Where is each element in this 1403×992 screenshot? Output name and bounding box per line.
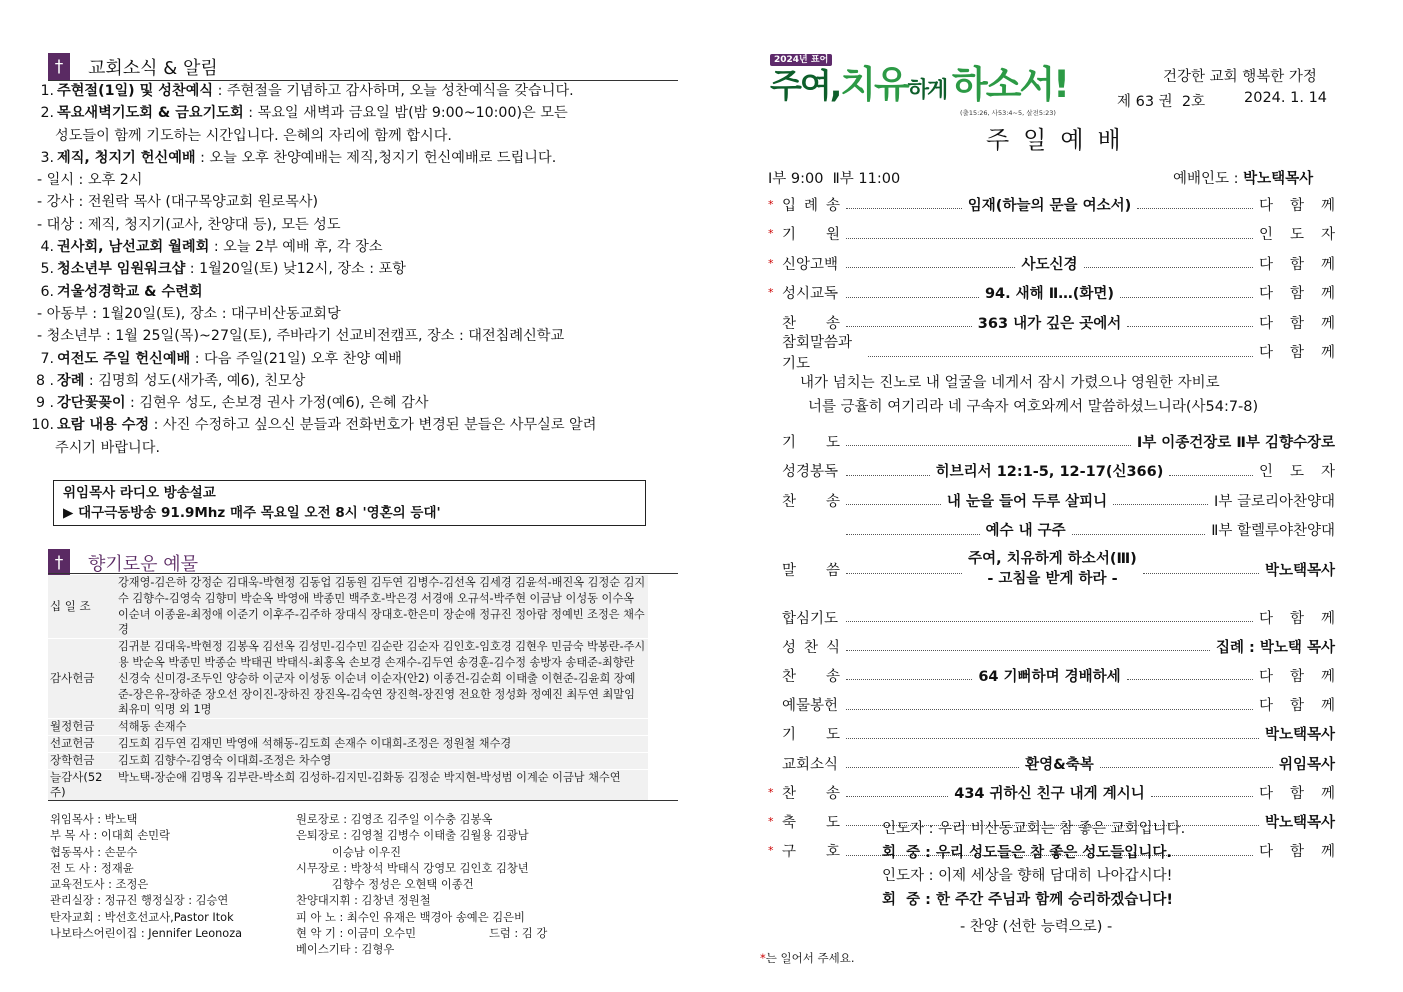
verse-line: 내가 넘치는 진노로 내 얼굴을 네게서 잠시 가렸으나 영원한 자비로 [800, 375, 1220, 391]
performer-char: 께 [1320, 698, 1335, 715]
order-label: 참회말씀과기도 [782, 334, 853, 372]
performer-char: 함 [1289, 345, 1304, 361]
label-char: 례 [803, 197, 818, 214]
performer-char: 께 [1320, 785, 1335, 802]
dot-leader [1143, 564, 1259, 574]
news-number: 8 . [35, 372, 54, 389]
order-performer [1259, 341, 1335, 362]
dot-leader [846, 612, 1253, 622]
label-char: 기 [782, 727, 797, 744]
staff-line: 피 아 노 : 최수인 유재은 백경아 송예은 김은비 [296, 910, 525, 924]
staff-line: 은퇴장로 : 김영철 김병수 이태출 김월용 김광남 [296, 829, 529, 843]
offer-title: 향기로운 예물 [88, 554, 199, 575]
sermon-row [768, 547, 1335, 591]
dot-leader [846, 288, 979, 298]
label-char: 입 [782, 197, 797, 214]
news-item [24, 191, 684, 213]
news-number: 9 . [35, 395, 54, 412]
order-performer: 박노택목사 [1264, 814, 1335, 831]
label-char: 기 [782, 434, 797, 451]
news-text: 제직, 청지기 헌신예배 : 오늘 오후 찬양예배는 제직,청지기 헌신예배로 드립니다. [57, 149, 557, 166]
label-char: 송 [825, 197, 840, 214]
label-char: 말 [782, 562, 797, 579]
order-row [768, 603, 1335, 631]
performer-char: 함 [1289, 256, 1304, 273]
news-number: 7. [40, 350, 54, 367]
performer-char: 함 [1289, 286, 1304, 302]
response-line [882, 842, 1185, 866]
motto-text: 주여,치유하게 하소서! [770, 63, 1069, 106]
star-icon: * [768, 286, 774, 299]
order-row [768, 778, 1335, 806]
dot-leader [846, 317, 972, 327]
offering-names: 김도희 김향수-김영숙 이대희-조정은 차수영 [118, 753, 332, 767]
label-char: 도 [825, 434, 840, 451]
dot-leader [1127, 317, 1253, 327]
response-text: 한 주간 주님과 함께 승리하겠습니다! [936, 891, 1173, 908]
response-text: 우리 비산동교회는 참 좋은 교회입니다. [938, 821, 1186, 837]
news-item [24, 392, 684, 414]
order-label [782, 223, 840, 244]
performer-char: 인 [1259, 464, 1274, 480]
order-performer [1259, 607, 1335, 628]
performer-char: 께 [1320, 286, 1335, 302]
dot-leader [846, 700, 1253, 710]
performer-char: 함 [1289, 315, 1304, 332]
star-icon: * [768, 197, 774, 211]
order-row [768, 661, 1335, 689]
news-subitem: - 청소년부 : 1월 25일(목)~27일(토), 주바라기 선교비전캠프, 장소 : 대전침례신학교 [37, 328, 565, 345]
worship-leader: 예배인도 : 박노택목사 [1173, 171, 1314, 187]
news-subitem: - 대상 : 제직, 청지기(교사, 찬양대 등), 모든 성도 [37, 216, 341, 233]
performer-char: 께 [1320, 668, 1335, 685]
performer-char: 함 [1289, 610, 1304, 627]
order-row [768, 457, 1335, 485]
performer-char: 다 [1259, 197, 1274, 214]
order-performer: Ⅱ부 할렐루야찬양대 [1211, 523, 1336, 539]
order-performer [1259, 282, 1335, 303]
news-item [24, 80, 684, 102]
order-label [782, 723, 840, 744]
order-label [782, 665, 840, 686]
service-times: Ⅰ부 9:00 Ⅱ부 11:00 [768, 171, 901, 187]
order-row [768, 279, 1335, 307]
star-icon: * [768, 814, 774, 828]
label-char: 찬 [782, 668, 797, 685]
staff-line: 현 악 기 : 이금미 오수민 [296, 927, 416, 941]
volume: 제 63 권 2호 [1117, 94, 1206, 110]
news-item [24, 169, 684, 191]
response-line [882, 818, 1185, 842]
news-item [24, 325, 684, 347]
staff-line: 교육전도사 : 조정은 [50, 878, 149, 892]
news-heading: 강단꽃꽂이 [57, 395, 126, 412]
order-title: 434 귀하신 친구 내게 계시니 [954, 785, 1145, 802]
order-label: 성경봉독 [782, 464, 839, 480]
dot-leader [1113, 495, 1208, 505]
radio-box [53, 480, 646, 526]
offering-category: 월정헌금 [50, 719, 95, 734]
offering-category: 십 일 조 [50, 598, 91, 613]
dot-leader [846, 258, 1015, 268]
order-performer [1259, 782, 1335, 803]
performer-char: 인 [1259, 227, 1274, 243]
order-row [768, 220, 1335, 248]
dot-leader [1127, 670, 1253, 680]
news-text [57, 281, 203, 303]
order-label: 신앙고백 [782, 256, 839, 273]
closing-hymn: - 찬양 (선한 능력으로) - [960, 919, 1113, 935]
label-char: 호 [825, 844, 840, 861]
label-char: 찬 [782, 493, 797, 510]
news-number: 4. [40, 239, 54, 256]
offering-names: 박노택-장순애 김명옥 김부란-박소희 김성하-김지민-김화동 김정순 박지현-박성범 이계순 이금남 채수연 [118, 770, 621, 784]
news-item [24, 370, 684, 392]
dot-leader [846, 525, 980, 535]
staff-line: 김향수 정성은 오현택 이종건 [296, 878, 474, 892]
performer-char: 께 [1320, 256, 1335, 273]
response-text: 이제 세상을 향해 담대히 나아갑시다! [938, 868, 1173, 884]
offering-names: 석해동 손재수 [118, 720, 187, 734]
radio-title: 위임목사 라디오 방송설교 [63, 485, 216, 501]
news-number: 10. [31, 417, 54, 434]
offering-row [48, 770, 648, 803]
offering-row [48, 753, 648, 770]
staff-line: 협동목사 : 손문수 [50, 845, 138, 859]
label-char: 송 [825, 668, 840, 685]
order-title: 히브리서 12:1-5, 12-17(신366) [935, 464, 1164, 480]
order-performer [1259, 312, 1335, 333]
news-subitem: - 일시 : 오후 2시 [37, 172, 143, 189]
news-heading: 목요새벽기도회 & 금요기도회 [57, 105, 244, 122]
slogan: 건강한 교회 행복한 가정 [1163, 69, 1317, 85]
cross-icon: † [48, 53, 70, 81]
response-line [882, 889, 1185, 913]
staff-line: 찬양대지휘 : 김창년 정원철 [296, 894, 431, 908]
performer-char: 께 [1320, 315, 1335, 332]
star-icon: * [768, 256, 774, 270]
news-heading: 여전도 주일 헌신예배 [57, 350, 191, 367]
dot-leader [846, 758, 1019, 768]
performer-char: 다 [1259, 286, 1274, 302]
order-title: 예수 내 구주 [985, 523, 1066, 539]
dot-leader [1151, 787, 1253, 797]
news-text: 권사회, 남선교회 월례회 : 오늘 2부 예배 후, 각 장소 [57, 239, 383, 256]
label-char: 찬 [803, 639, 818, 656]
news-text: 강단꽃꽂이 : 김현우 성도, 손보경 권사 가정(예6), 은혜 감사 [57, 395, 429, 412]
news-list [24, 80, 684, 459]
order-label [782, 490, 840, 511]
news-number: 3. [40, 149, 54, 166]
order-performer: Ⅰ부 글로리아찬양대 [1214, 493, 1335, 510]
order-row [768, 334, 1335, 372]
news-title: 교회소식 & 알림 [88, 58, 218, 79]
news-continuation: 성도들이 함께 기도하는 시간입니다. 은혜의 자리에 함께 합시다. [55, 127, 452, 144]
performer-char: 도 [1289, 464, 1304, 480]
order-performer [1259, 194, 1335, 215]
news-heading: 겨울성경학교 & 수련회 [57, 283, 203, 300]
responsive-reading [882, 818, 1185, 912]
offering-names: 김귀분 김대욱-박현정 김봉옥 김선옥 김성민-김수민 김순란 김순자 김인호-임호경 김현우 민금숙 박봉란-주시용 박순옥 박종민 박종순 박태권 박태식-최홍옥 손보경 손재수-김두연 송경훈-김수정 송방자 송태준-최향란 신경숙 신미경-조두인 양승하 이군자 이성동 이순녀 이순자(안2) 이종건-김순희 이태출 이현준-김윤희 장예준-장은유-장하준 장오선 장이진-장하진 장진옥-김숙연 장진혁-장진영 전요한 정성화 정예진 최두연 최말임 최유미 익명 외 1명 [118, 640, 646, 717]
news-item [24, 214, 684, 236]
order-row [768, 486, 1335, 514]
response-text: 우리 성도들은 참 좋은 성도들입니다. [936, 844, 1172, 861]
performer-char: 다 [1259, 256, 1274, 273]
order-row [768, 720, 1335, 748]
news-item [24, 236, 684, 258]
order-performer [1259, 665, 1335, 686]
news-heading: 제직, 청지기 헌신예배 [57, 149, 196, 166]
dot-leader [868, 347, 1253, 357]
news-item [24, 258, 684, 280]
staff-line: 나보타스어린이집 : Jennifer Leonoza [50, 927, 243, 941]
news-item [24, 102, 684, 124]
order-label [782, 559, 840, 580]
dot-leader [846, 199, 962, 209]
staff-line: 관리실장 : 정규진 행정실장 : 김승연 [50, 894, 229, 908]
staff-left [50, 812, 242, 942]
news-number: 1. [40, 83, 54, 99]
news-text: 주현절(1일) 및 성찬예식 : 주현절을 기념하고 감사하며, 오늘 성찬예식을 갖습니다. [57, 83, 574, 99]
order-label [782, 312, 840, 333]
dot-leader [846, 436, 1131, 446]
performer-char: 함 [1289, 668, 1304, 685]
offering-category: 선교헌금 [50, 735, 95, 750]
footnote: *는 일어서 주세요. [760, 951, 855, 965]
dot-leader [846, 495, 941, 505]
order-label: 합심기도 [782, 610, 839, 627]
order-title: 임재(하늘의 문을 여소서) [967, 197, 1132, 214]
dot-leader [1120, 288, 1253, 298]
order-performer: Ⅰ부 이종건장로 Ⅱ부 김향수장로 [1136, 434, 1335, 451]
label-char: 식 [825, 639, 840, 656]
news-heading: 주현절(1일) 및 성찬예식 [57, 83, 214, 99]
label-char: 구 [782, 844, 797, 861]
sermon-preacher: 박노택목사 [1264, 562, 1335, 579]
dot-leader [846, 670, 972, 680]
performer-char: 자 [1320, 464, 1335, 480]
order-label [782, 194, 840, 215]
label-char: 찬 [782, 785, 797, 802]
order-performer [1259, 840, 1335, 861]
performer-char: 께 [1320, 345, 1335, 361]
offering-row [48, 736, 648, 753]
order-row [768, 249, 1335, 277]
offering-category: 늘감사(52주) [50, 769, 103, 800]
order-performer [1259, 460, 1335, 481]
offering-category: 감사헌금 [50, 670, 95, 685]
dot-leader [1137, 199, 1253, 209]
label-char: 씀 [825, 562, 840, 579]
response-speaker: 인도자 : [882, 868, 934, 884]
staff-line: 베이스기타 : 김형우 [296, 943, 395, 957]
news-text: 여전도 주일 헌신예배 : 다음 주일(21일) 오후 찬양 예배 [57, 350, 402, 367]
order-row [768, 190, 1335, 218]
order-performer [1259, 253, 1335, 274]
dot-leader [1100, 758, 1273, 768]
response-speaker: 회 중 : [882, 844, 931, 861]
dot-leader [846, 564, 962, 574]
performer-char: 자 [1320, 227, 1335, 243]
news-text: 목요새벽기도회 & 금요기도회 : 목요일 새벽과 금요일 밤(밤 9:00~10:00)은 모든 [57, 105, 568, 122]
news-item [24, 125, 684, 147]
order-performer: 박노택목사 [1264, 727, 1335, 744]
staff-line: 부 목 사 : 이대희 손민락 [50, 829, 170, 843]
order-label: 성시교독 [782, 286, 839, 302]
news-number: 2. [40, 105, 54, 122]
performer-char: 께 [1320, 844, 1335, 861]
news-item [24, 348, 684, 370]
label-char: 성 [782, 639, 797, 656]
staff-line: 전 도 사 : 정재윤 [50, 861, 134, 875]
label-char: 송 [825, 785, 840, 802]
performer-char: 께 [1320, 610, 1335, 627]
order-row [768, 632, 1335, 660]
performer-char: 다 [1259, 610, 1274, 627]
offering-names: 김도희 김두연 김재민 박영애 석해동-김도희 손재수 이대희-조정은 정원철 채수경 [118, 736, 512, 750]
order-label [782, 811, 840, 832]
order-row [768, 691, 1335, 719]
news-item [24, 281, 684, 303]
offerings-table [48, 575, 648, 802]
motto-logo [770, 47, 1068, 117]
label-char: 원 [825, 227, 840, 243]
performer-char: 다 [1259, 844, 1274, 861]
response-line [882, 865, 1185, 889]
issue-date: 2024. 1. 14 [1244, 90, 1328, 106]
label-char: 도 [825, 727, 840, 744]
staff-line: 탄자교회 : 박선호선교사,Pastor Itok [50, 910, 234, 924]
news-subitem: - 아동부 : 1월20일(토), 장소 : 대구비산동교회당 [37, 305, 341, 322]
order-label [782, 782, 840, 803]
order-row [768, 516, 1335, 544]
dot-leader [846, 787, 948, 797]
offering-row [48, 719, 648, 736]
sermon-title: 주여, 치유하게 하소서(Ⅲ) [968, 551, 1137, 567]
radio-detail: ▶ 대구극동방송 91.9Mhz 매주 목요일 오전 8시 '영혼의 등대' [63, 505, 441, 521]
order-label [782, 636, 840, 657]
drum-credit: 드럼 : 김 강 [489, 927, 548, 940]
news-number: 6. [40, 283, 54, 300]
order-title: 환영&축복 [1025, 756, 1094, 773]
offer-bottom-line [48, 800, 678, 801]
order-performer: 위임목사 [1278, 756, 1335, 773]
offer-underline [48, 573, 678, 574]
label-char: 도 [825, 814, 840, 831]
dot-leader [1084, 258, 1253, 268]
response-speaker: 회 중 : [882, 891, 931, 908]
news-continuation: 주시기 바랍니다. [55, 439, 160, 456]
news-item [24, 414, 684, 436]
performer-char: 다 [1259, 315, 1274, 332]
performer-char: 함 [1289, 785, 1304, 802]
news-item [24, 147, 684, 169]
performer-char: 함 [1289, 698, 1304, 715]
order-row [768, 427, 1335, 455]
order-performer [1259, 694, 1335, 715]
offering-row [48, 639, 648, 719]
dot-leader [846, 466, 930, 476]
star-icon: * [760, 951, 766, 965]
staff-line: 시무장로 : 박창석 박태식 강영모 김인호 김창년 [296, 861, 529, 875]
dot-leader [1169, 466, 1253, 476]
order-title: 94. 새해 Ⅱ…(화면) [984, 286, 1115, 302]
offering-category: 장학헌금 [50, 752, 95, 767]
performer-char: 다 [1259, 668, 1274, 685]
staff-line: 이승남 이우진 [296, 845, 401, 859]
dot-leader [846, 729, 1259, 739]
star-icon: * [768, 844, 774, 858]
motto-reference: (출15:26, 사53:4~5, 살전5:23) [960, 109, 1056, 117]
motto-badge: 2024년 표어 [770, 54, 832, 66]
performer-char: 다 [1259, 698, 1274, 715]
news-heading: 요람 내용 수정 [57, 417, 150, 434]
order-label [782, 840, 840, 861]
star-icon: * [768, 227, 774, 240]
order-title: 내 눈을 들어 두루 살피니 [946, 493, 1108, 510]
news-subitem: - 강사 : 전원락 목사 (대구목양교회 원로목사) [37, 194, 319, 211]
sermon-title-block [968, 549, 1137, 589]
news-text: 요람 내용 수정 : 사진 수정하고 싶으신 분들과 전화번호가 변경된 분들은 사무실로 알려 [57, 417, 597, 434]
performer-char: 께 [1320, 197, 1335, 214]
sermon-subtitle: - 고침을 받게 하라 - [987, 571, 1118, 587]
dot-leader [1072, 525, 1206, 535]
response-speaker: 인도자 : [882, 821, 934, 837]
news-header [48, 52, 218, 82]
verse-line: 너를 긍휼히 여기리라 네 구속자 여호와께서 말씀하셨느니라(사54:7-8) [808, 399, 1259, 415]
label-char: 기 [782, 227, 797, 243]
news-number: 5. [40, 261, 54, 278]
news-heading: 청소년부 임원워크샵 [57, 261, 186, 278]
star-icon: * [768, 785, 774, 799]
news-heading: 장례 [57, 372, 85, 389]
order-title: 64 기뻐하며 경배하세 [978, 668, 1121, 685]
dot-leader [846, 641, 1210, 651]
news-heading: 권사회, 남선교회 월례회 [57, 239, 210, 256]
order-label: 예물봉헌 [782, 698, 839, 715]
label-char: 송 [825, 493, 840, 510]
performer-char: 함 [1289, 844, 1304, 861]
order-label [782, 431, 840, 452]
performer-char: 함 [1290, 197, 1305, 214]
label-char: 축 [782, 814, 797, 831]
staff-line: 위임목사 : 박노택 [50, 813, 138, 826]
offering-row [48, 575, 648, 639]
label-char: 송 [825, 315, 840, 332]
order-label: 교회소식 [782, 756, 839, 773]
cross-icon: † [48, 549, 70, 577]
performer-char: 다 [1259, 785, 1274, 802]
performer-char: 도 [1289, 227, 1304, 243]
order-title: 사도신경 [1021, 256, 1078, 273]
performer-char: 다 [1259, 345, 1274, 361]
service-title: 주일예배 [986, 126, 1135, 154]
label-char: 찬 [782, 315, 797, 332]
order-performer: 집례 : 박노택 목사 [1216, 639, 1335, 656]
staff-line: 원로장로 : 김영조 김주일 이수충 김봉옥 [296, 813, 493, 826]
news-text: 청소년부 임원워크샵 : 1월20일(토) 낮12시, 장소 : 포항 [57, 261, 406, 278]
news-item [24, 437, 684, 459]
offering-names: 강재영-김은하 강정순 김대욱-박현정 김동업 김동원 김두연 김병수-김선옥 김세경 김윤석-배진옥 김정순 김지수 김향수-김영숙 김향미 박순옥 박영애 박종민 백주호-박은경 서경애 오규석-박주현 이금남 이성동 이수옥 이순녀 이종윤-최정애 이준기 이후주-김주하 장대식 장대호-한은미 장순애 정규진 정아람 정예빈 조정은 채수경 [118, 576, 646, 637]
dot-leader [846, 229, 1253, 239]
order-row [768, 749, 1335, 777]
order-title: 363 내가 깊은 곳에서 [977, 315, 1122, 332]
news-text: 장례 : 김명희 성도(새가족, 예6), 친모상 [57, 372, 306, 389]
news-item [24, 303, 684, 325]
order-performer [1259, 223, 1335, 244]
